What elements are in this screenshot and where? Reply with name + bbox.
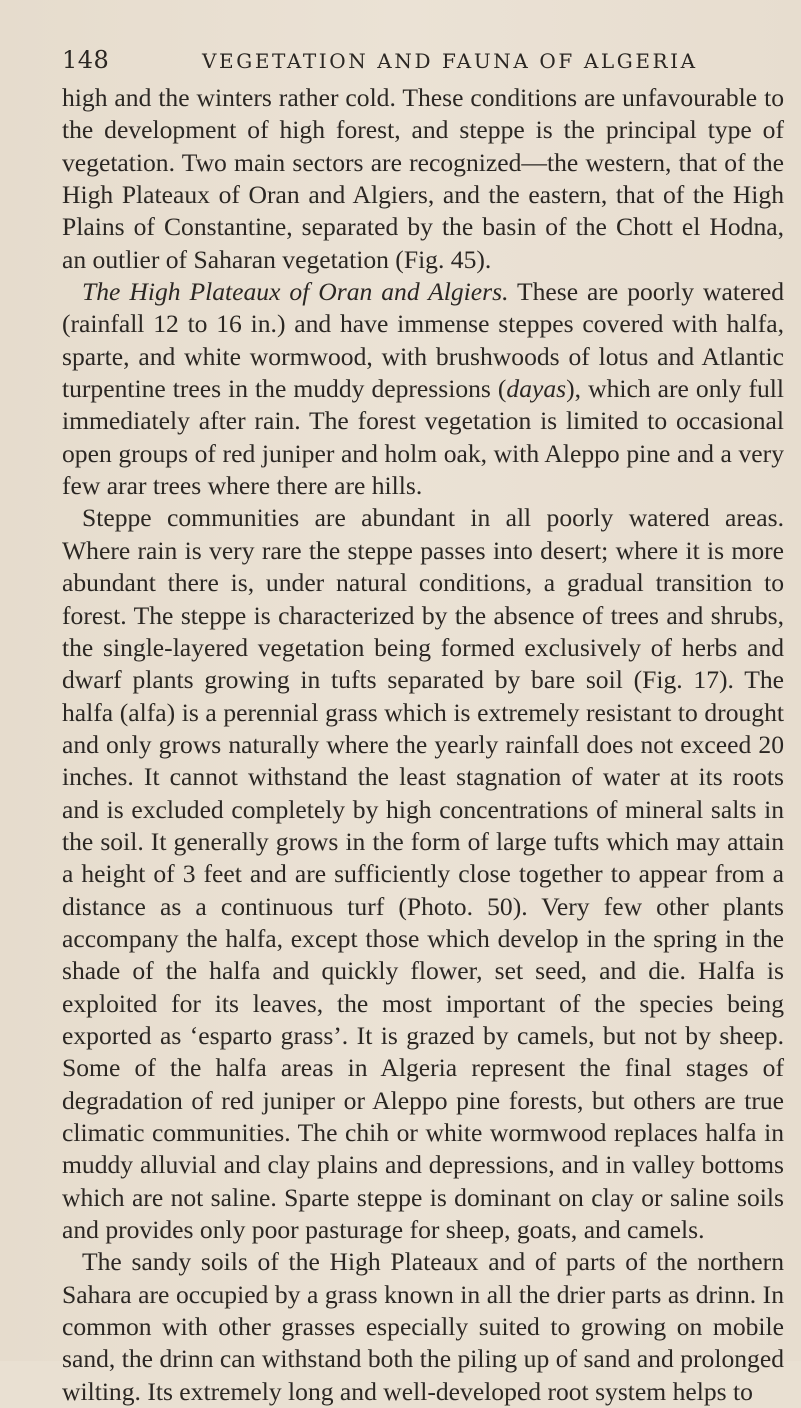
italic-term: dayas <box>506 374 567 404</box>
page-body <box>62 82 784 1406</box>
paragraph-2-text-a: These are poorly watered (rainfall 12 to 16 in.) and have immense steppes covered with halfa, sparte, and white wormwood, with brushwoods of lotus and Atlantic turpentine trees in the muddy depressions ( <box>62 277 784 404</box>
paragraph-4: The sandy soils of the High Plateaux and of parts of the northern Sahara are occupied by a grass known in all the drier parts as drinn. In common with other grasses especially suited to growing on mobile sand, the drinn can withstand both the piling up of sand and prolonged wilting. Its extremely long and well-developed root system helps to <box>62 1247 784 1406</box>
paragraph-3: Steppe communities are abundant in all poorly watered areas. Where rain is very rare the steppe passes into desert; where it is more abundant there is, under natural conditions, a gradual transition to forest. The steppe is characterized by the absence of trees and shrubs, the single-layered vegetation being formed exclusively of herbs and dwarf plants growing in tufts separated by bare soil (Fig. 17). The halfa (alfa) is a perennial grass which is extremely resistant to drought and only grows naturally where the yearly rainfall does not exceed 20 inches. It cannot withstand the least stagnation of water at its roots and is excluded completely by high concentrations of mineral salts in the soil. It generally grows in the form of large tufts which may attain a height of 3 feet and are sufficiently close together to appear from a distance as a continuous turf (Photo. 50). Very few other plants accompany the halfa, except those which develop in the spring in the shade of the halfa and quickly flower, set seed, and die. Halfa is exploited for its leaves, the most important of the species being exported as ‘esparto grass’. It is grazed by camels, but not by sheep. Some of the halfa areas in Algeria represent the final stages of degradation of red juniper or Aleppo pine forests, but others are true climatic communities. The chih or white wormwood replaces halfa in muddy alluvial and clay plains and depressions, and in valley bottoms which are not saline. Sparte steppe is dominant on clay or saline soils and provides only poor pasturage for sheep, goats, and camels. <box>62 503 784 1245</box>
paragraph-2 <box>62 276 784 502</box>
page-number: 148 <box>62 46 110 74</box>
paragraph-2-text-b: ), which are only full immediately after rain. The forest vegetation is limited to occasional open groups of red juniper and holm oak, with Aleppo pine and a very few arar trees where there are hills. <box>62 374 784 501</box>
page-header <box>62 46 762 78</box>
paragraph-1: high and the winters rather cold. These conditions are unfavourable to the development of high forest, and steppe is the principal type of vegetation. Two main sectors are recognized—the western, that of the High Plateaux of Oran and Algiers, and the eastern, that of the High Plains of Constantine, separated by the basin of the Chott el Hodna, an outlier of Saharan vegetation (Fig. 45). <box>62 83 784 274</box>
running-title: VEGETATION AND FAUNA OF ALGERIA <box>202 49 698 73</box>
section-heading: The High Plateaux of Oran and Algiers. <box>82 277 509 307</box>
